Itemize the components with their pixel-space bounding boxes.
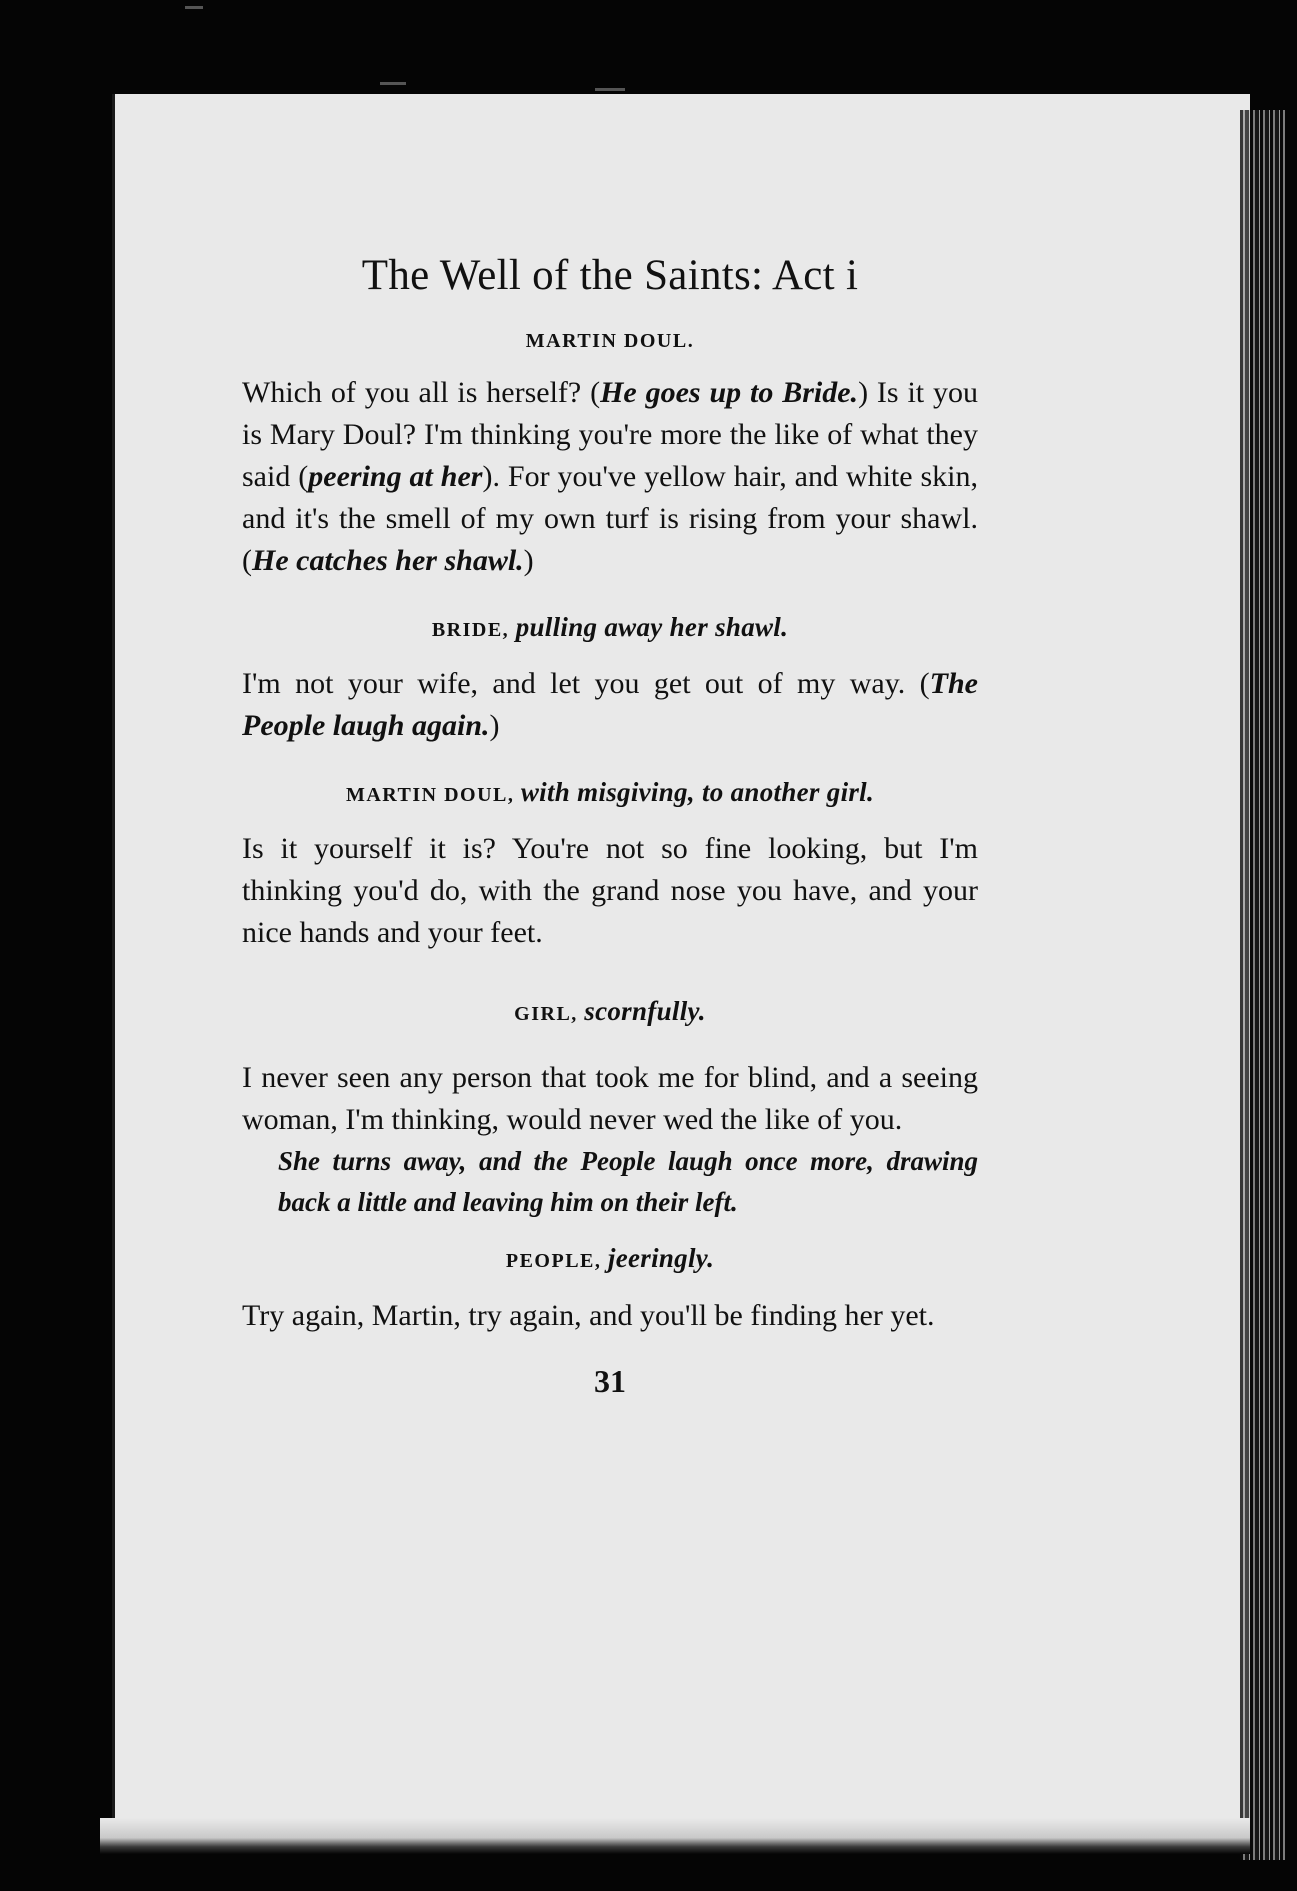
scan-speck xyxy=(595,88,625,91)
page-bottom-edge xyxy=(100,1818,1250,1854)
speaker-heading xyxy=(242,775,978,810)
speech-text: Is it yourself it is? You're not so fine looking, but I'm thinking you'd do, with the grand nose you have, and your nice hands and your feet. xyxy=(242,832,978,950)
stage-direction-inline: with misgiving, to another girl. xyxy=(520,777,875,808)
running-title: The Well of the Saints: Act i xyxy=(361,252,859,299)
speaker-name: MARTIN DOUL, xyxy=(345,784,515,807)
speaker-name: MARTIN DOUL. xyxy=(525,329,695,352)
speaker-heading xyxy=(242,610,978,645)
speech-text: Which of you all is herself? (He goes up to Bride.) Is it you is Mary Doul? I'm thinking you're more the like of what they said (peering at her). For you've yellow hair, and white skin, and it's the smell of my own turf is rising from your shawl. (He catches her shawl.) xyxy=(242,376,978,578)
stage-direction-inline: pulling away her shawl. xyxy=(515,612,789,643)
speech-text: Try again, Martin, try again, and you'll be finding her yet. xyxy=(242,1298,935,1332)
page-edge-stack xyxy=(1240,110,1285,1860)
speaker-name: GIRL, xyxy=(514,1003,578,1026)
speech-text: I never seen any person that took me for blind, and a seeing woman, I'm thinking, would never wed the like of you. xyxy=(242,1061,978,1137)
stage-direction-inline: jeeringly. xyxy=(607,1243,715,1274)
stage-direction: She turns away, and the People laugh once more, drawing back a little and leaving him on their left. xyxy=(278,1146,978,1218)
speaker-heading xyxy=(242,1241,978,1276)
speaker-heading xyxy=(242,994,978,1029)
speech-text: I'm not your wife, and let you get out of my way. (The People laugh again.) xyxy=(242,667,978,743)
play-text xyxy=(242,250,978,1400)
stage-direction-inline: scornfully. xyxy=(584,996,706,1027)
speaker-name: BRIDE, xyxy=(431,619,510,642)
speaker-heading xyxy=(242,326,978,355)
scan-speck xyxy=(185,6,203,9)
scan-speck xyxy=(380,82,406,85)
page-number: 31 xyxy=(594,1362,626,1399)
speaker-name: PEOPLE, xyxy=(505,1250,602,1273)
